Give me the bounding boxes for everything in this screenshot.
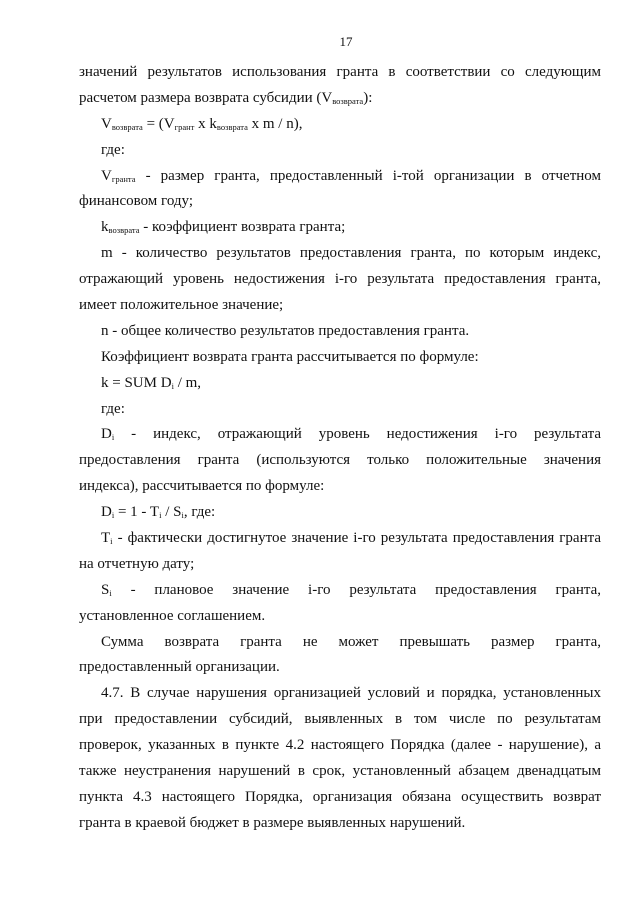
definition-m: m - количество результатов предоставления гранта, по которым индекс, (101, 245, 601, 262)
text-line: имеет положительное значение; (79, 297, 284, 314)
document-body (79, 60, 601, 837)
text-line: финансовом году; (79, 193, 194, 210)
text-line: Сумма возврата гранта не может превышать размер гранта, (101, 633, 601, 650)
definition-t: $T_i$ - фактически достигнутое значение i-го результата предоставления гранта (101, 530, 601, 547)
text-line: также неустранения нарушений в срок, установленный абзацем двенадцатым (79, 763, 601, 780)
text-line: при предоставлении субсидий, выявленных в том числе по результатам (79, 711, 601, 728)
definition-v-grant: $V_{гранта}$ - размер гранта, предоставленный i-той организации в отчетном (101, 167, 601, 184)
text-line: гранта в краевой бюджет в размере выявленных нарушений. (79, 814, 466, 831)
text-line: расчетом размера возврата субсидии $(V_{возврата})$: (79, 89, 373, 106)
page-number: 17 (339, 34, 353, 49)
text-line: Коэффициент возврата гранта рассчитывается по формуле: (101, 348, 479, 365)
formula-return: $V_{возврата} = (V_{грант}$ x $k_{возврата}$ x m / n), (101, 115, 303, 132)
definition-n: n - общее количество результатов предоставления гранта. (101, 322, 470, 339)
text-line: отражающий уровень недостижения i-го результата предоставления гранта, (79, 271, 601, 288)
text-line: пункта 4.3 настоящего Порядка, организация обязана осуществить возврат (79, 788, 601, 805)
text-line: предоставленный организации. (79, 659, 280, 676)
definition-k: $k_{возврата}$ - коэффициент возврата гранта; (101, 219, 346, 236)
text-line: предоставления гранта (используются только положительные значения (79, 452, 601, 469)
paragraph-4-7: 4.7. В случае нарушения организацией условий и порядка, установленных (101, 685, 601, 702)
text-line: где: (101, 400, 125, 417)
definition-d: $D_i$ - индекс, отражающий уровень недостижения i-го результата (101, 426, 601, 443)
formula-d: $D_i = 1 - T_i / S_i$, где: (101, 504, 216, 521)
text-line: индекса), рассчитывается по формуле: (79, 478, 325, 495)
text-line: значений результатов использования гранта в соответствии со следующим (79, 64, 601, 80)
text-line: проверок, указанных в пункте 4.2 настоящего Порядка (далее - нарушение), а (79, 737, 601, 754)
text-line: на отчетную дату; (79, 555, 195, 572)
formula-k: k = SUM $D_i$ / m, (101, 374, 202, 391)
text-line: где: (101, 141, 125, 158)
definition-s: $S_i$ - плановое значение i-го результата предоставления гранта, (101, 581, 601, 598)
text-line: установленное соглашением. (79, 607, 266, 624)
